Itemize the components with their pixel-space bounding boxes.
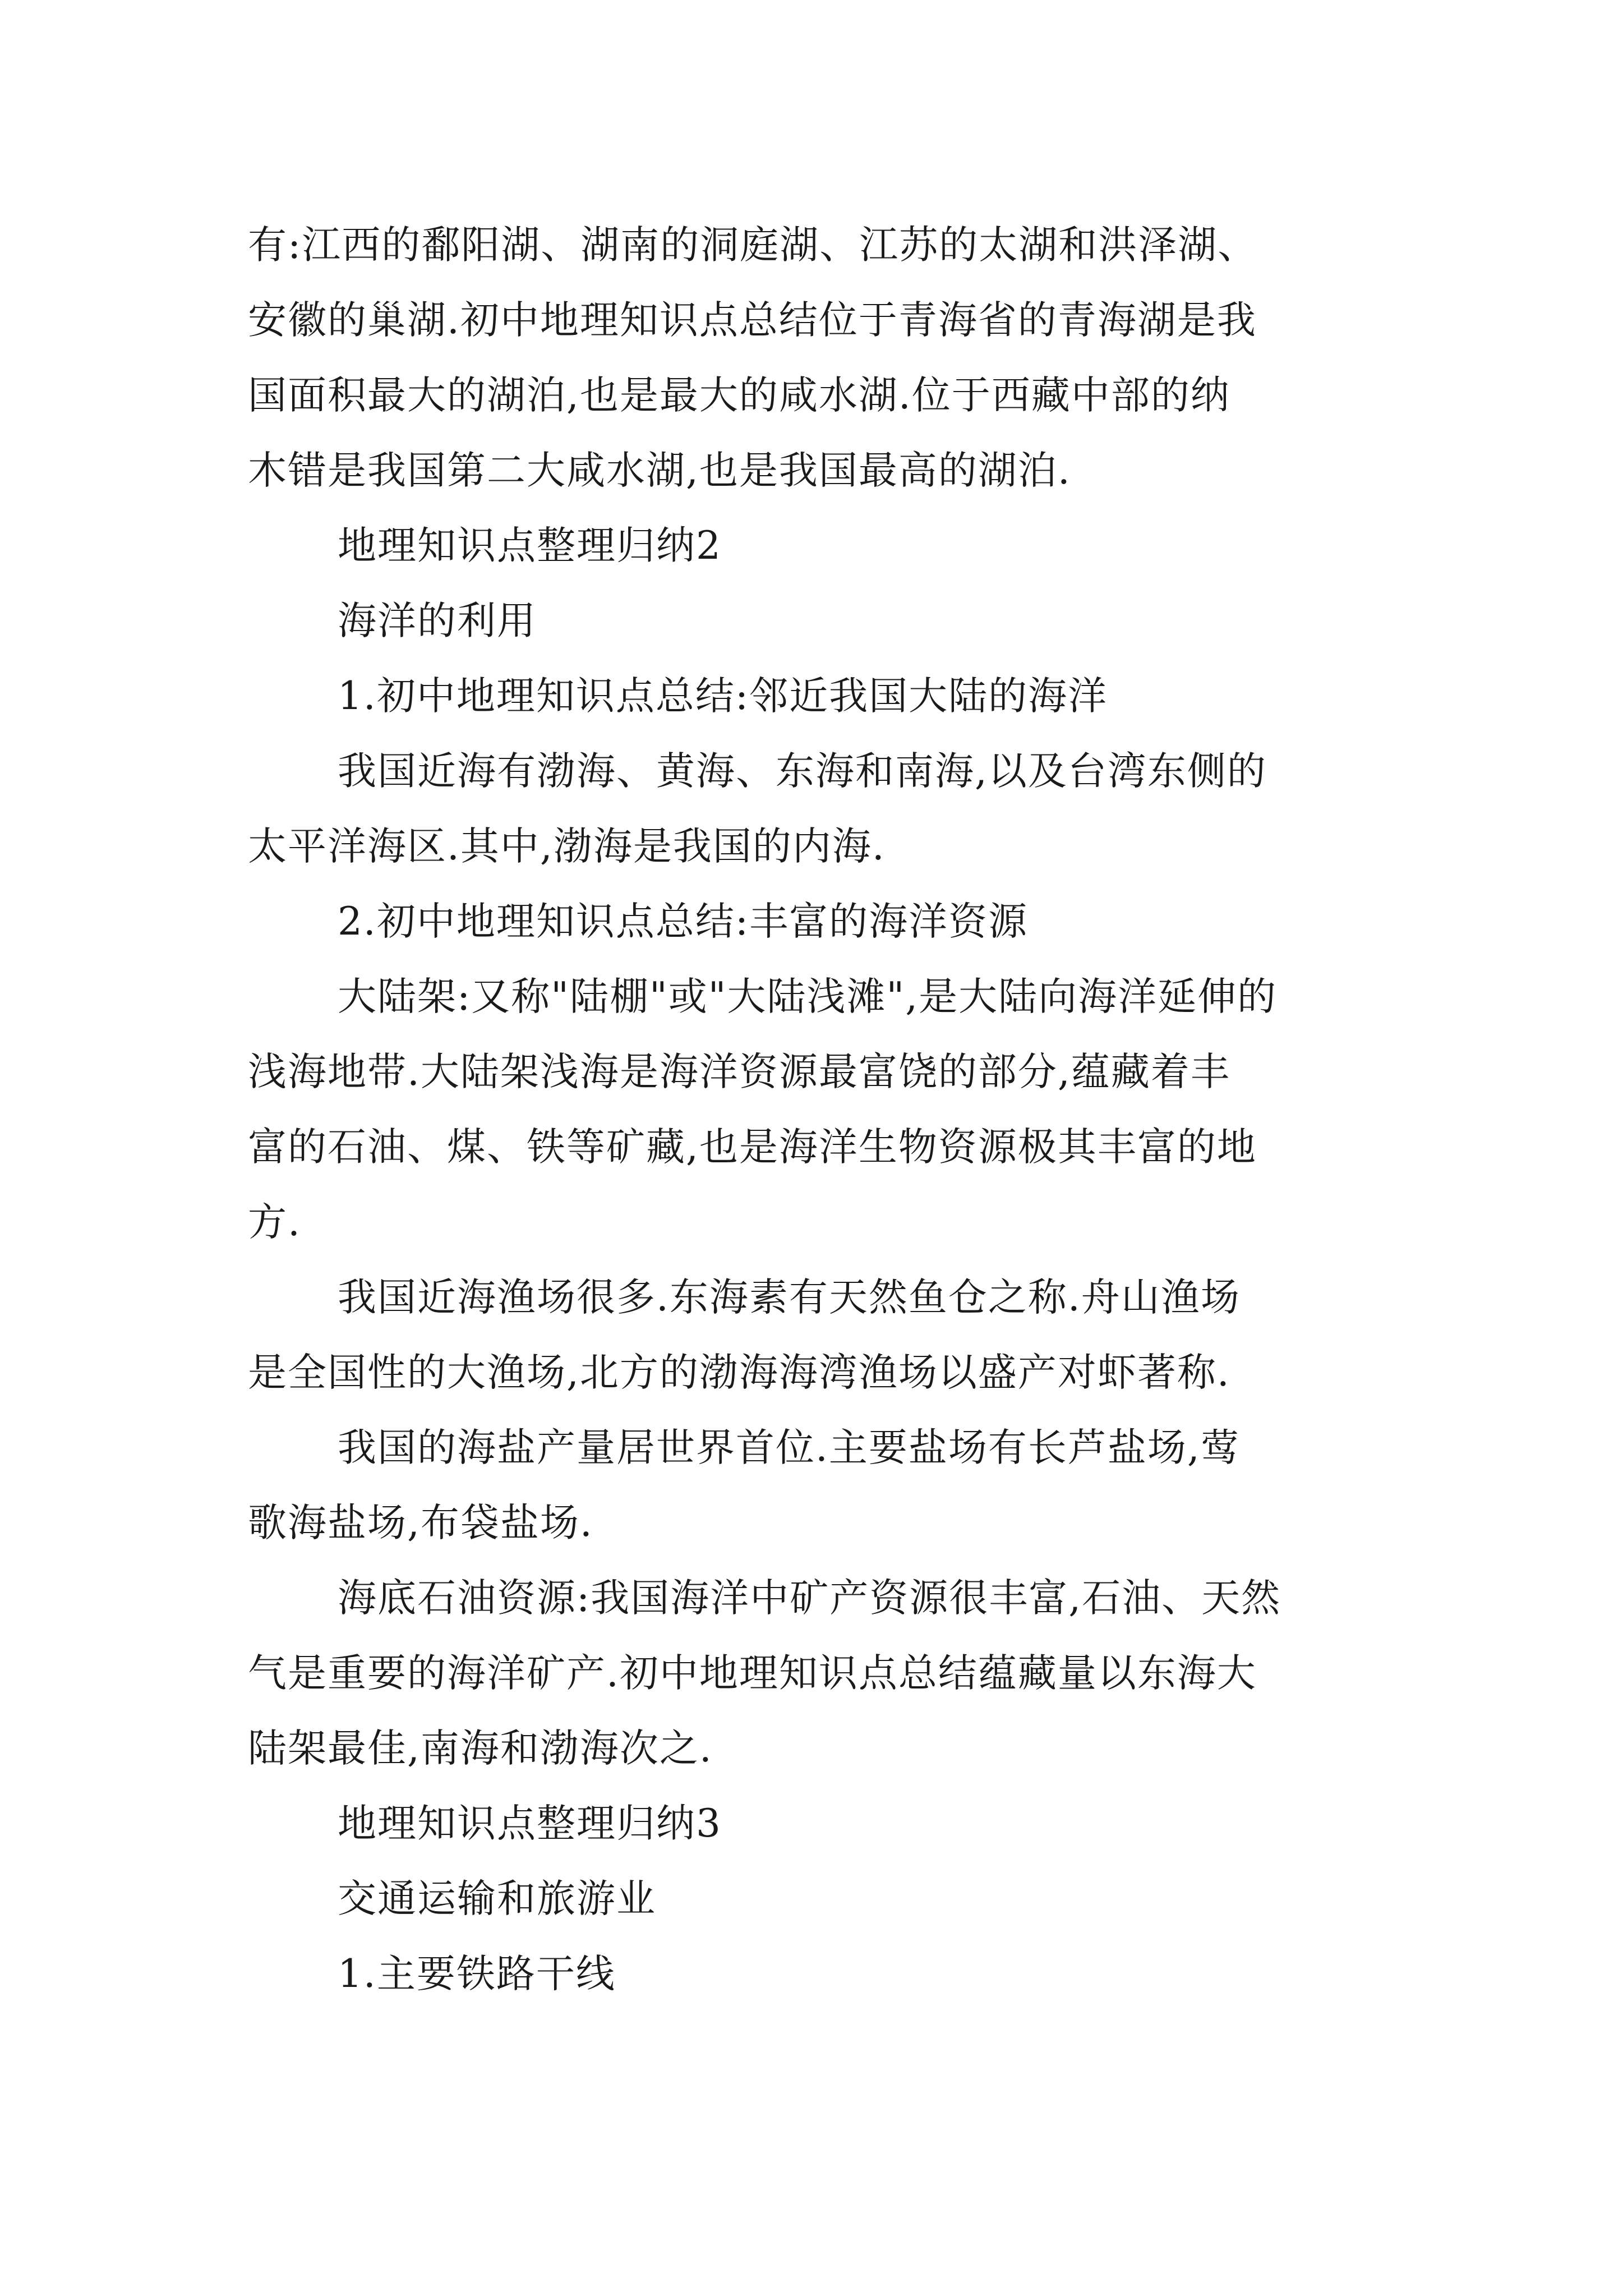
section-heading: 地理知识点整理归纳2 [338, 523, 722, 568]
section-subheading: 海洋的利用 [338, 599, 537, 643]
text-line: 是全国性的大渔场,北方的渤海海湾渔场以盛产对虾著称. [248, 1350, 1230, 1395]
text-line: 陆架最佳,南海和渤海次之. [248, 1726, 713, 1771]
text-line: 国面积最大的湖泊,也是最大的咸水湖.位于西藏中部的纳 [248, 373, 1230, 418]
text-line: 有:江西的鄱阳湖、湖南的洞庭湖、江苏的太湖和洪泽湖、 [248, 223, 1258, 268]
document-body [248, 208, 1375, 2012]
numbered-heading: 2.初中地理知识点总结:丰富的海洋资源 [338, 899, 1029, 944]
text-line: 海底石油资源:我国海洋中矿产资源很丰富,石油、天然 [338, 1576, 1281, 1621]
text-line: 浅海地带.大陆架浅海是海洋资源最富饶的部分,蕴藏着丰 [248, 1050, 1230, 1094]
text-line: 我国近海有渤海、黄海、东海和南海,以及台湾东侧的 [338, 749, 1267, 794]
text-line: 方. [248, 1200, 301, 1245]
text-line: 气是重要的海洋矿产.初中地理知识点总结蕴藏量以东海大 [248, 1651, 1257, 1696]
section-subheading: 交通运输和旅游业 [338, 1876, 656, 1921]
text-line: 我国的海盐产量居世界首位.主要盐场有长芦盐场,莺 [338, 1425, 1241, 1470]
text-line: 歌海盐场,布袋盐场. [248, 1501, 593, 1545]
text-line: 我国近海渔场很多.东海素有天然鱼仓之称.舟山渔场 [338, 1275, 1241, 1320]
section-heading: 地理知识点整理归纳3 [338, 1801, 722, 1846]
text-line: 富的石油、煤、铁等矿藏,也是海洋生物资源极其丰富的地 [248, 1125, 1257, 1170]
text-line: 大陆架:又称"陆棚"或"大陆浅滩",是大陆向海洋延伸的 [338, 974, 1278, 1019]
text-line: 太平洋海区.其中,渤海是我国的内海. [248, 824, 886, 869]
numbered-heading: 1.主要铁路干线 [338, 1952, 616, 1996]
text-line: 安徽的巢湖.初中地理知识点总结位于青海省的青海湖是我 [248, 298, 1257, 343]
text-line: 木错是我国第二大咸水湖,也是我国最高的湖泊. [248, 448, 1071, 493]
numbered-heading: 1.初中地理知识点总结:邻近我国大陆的海洋 [338, 674, 1108, 719]
